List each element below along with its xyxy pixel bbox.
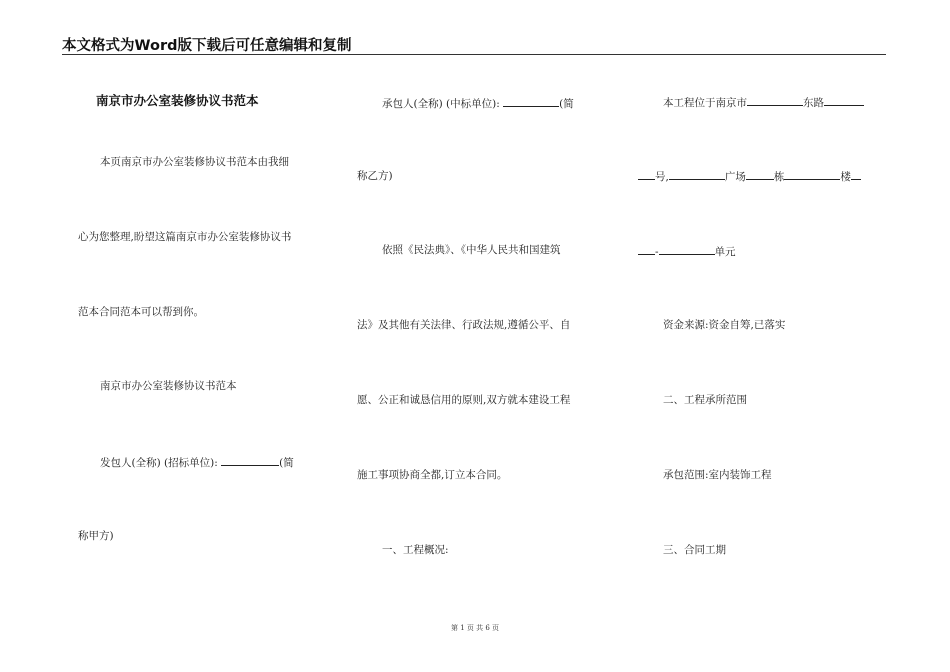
location-city: 本工程位于南京市 bbox=[663, 97, 747, 109]
basis-line-3: 愿、公正和诚恳信用的原则,双方就本建设工程 bbox=[357, 394, 571, 406]
unit-end-blank bbox=[659, 243, 715, 255]
intro-line-2: 心为您整理,盼望这篇南京市办公室装修协议书 bbox=[78, 231, 292, 243]
intro-line-1: 本页南京市办公室装修协议书范本由我细 bbox=[100, 156, 289, 168]
plaza-label: 广场 bbox=[724, 171, 746, 183]
location-line-1 bbox=[663, 94, 864, 110]
building-label: 栋 bbox=[773, 171, 785, 183]
document-title: 南京市办公室装修协议书范本 bbox=[96, 93, 259, 108]
column-3 bbox=[638, 0, 888, 672]
floor-tail-blank bbox=[851, 168, 861, 180]
number-label: 号, bbox=[655, 171, 669, 183]
employer-label: 发包人(全称) (招标单位): bbox=[100, 457, 218, 469]
floor-label: 楼 bbox=[840, 171, 851, 183]
intro-line-3: 范本合同范本可以帮到你。 bbox=[78, 306, 204, 318]
basis-line-4: 施工事项协商全都,订立本合同。 bbox=[357, 469, 508, 481]
contractor-tail: (简 bbox=[559, 98, 574, 110]
employer-line bbox=[100, 454, 294, 470]
scope-detail: 承包范围:室内装饰工程 bbox=[663, 469, 772, 481]
contractor-line bbox=[382, 95, 574, 111]
employer-blank bbox=[221, 454, 279, 466]
contractor-line-2: 称乙方) bbox=[357, 170, 393, 182]
section-duration: 三、合同工期 bbox=[663, 544, 726, 556]
unit-start-blank bbox=[638, 243, 655, 255]
contractor-label: 承包人(全称) (中标单位): bbox=[382, 98, 500, 110]
unit-label: 单元 bbox=[714, 246, 736, 258]
plaza-blank bbox=[669, 168, 725, 180]
section-scope: 二、工程承所范围 bbox=[663, 394, 747, 406]
location-line-2 bbox=[638, 168, 861, 184]
basis-line-1: 依照《民法典》、《中华人民共和国建筑 bbox=[382, 244, 561, 256]
location-line-3 bbox=[638, 243, 736, 259]
employer-line-2: 称甲方) bbox=[78, 530, 114, 542]
contractor-blank bbox=[503, 95, 559, 107]
section-overview: 一、工程概况: bbox=[382, 544, 449, 556]
document-banner: 本文格式为Word版下载后可任意编辑和复制 bbox=[62, 38, 352, 54]
column-1 bbox=[78, 0, 328, 672]
floor-blank bbox=[784, 168, 840, 180]
funding-source: 资金来源:资金自筹,已落实 bbox=[663, 319, 786, 331]
employer-tail: (简 bbox=[279, 457, 294, 469]
number-blank bbox=[638, 168, 655, 180]
basis-line-2: 法》及其他有关法律、行政法规,遵循公平、自 bbox=[357, 319, 571, 331]
page-number: 第 1 页 共 6 页 bbox=[450, 624, 500, 632]
building-blank bbox=[746, 168, 774, 180]
subtitle: 南京市办公室装修协议书范本 bbox=[100, 380, 237, 392]
location-road: 东路 bbox=[803, 97, 824, 109]
column-2 bbox=[357, 0, 607, 672]
unit-dash: - bbox=[655, 246, 659, 258]
road-number-blank bbox=[824, 94, 864, 106]
road-blank bbox=[747, 94, 803, 106]
